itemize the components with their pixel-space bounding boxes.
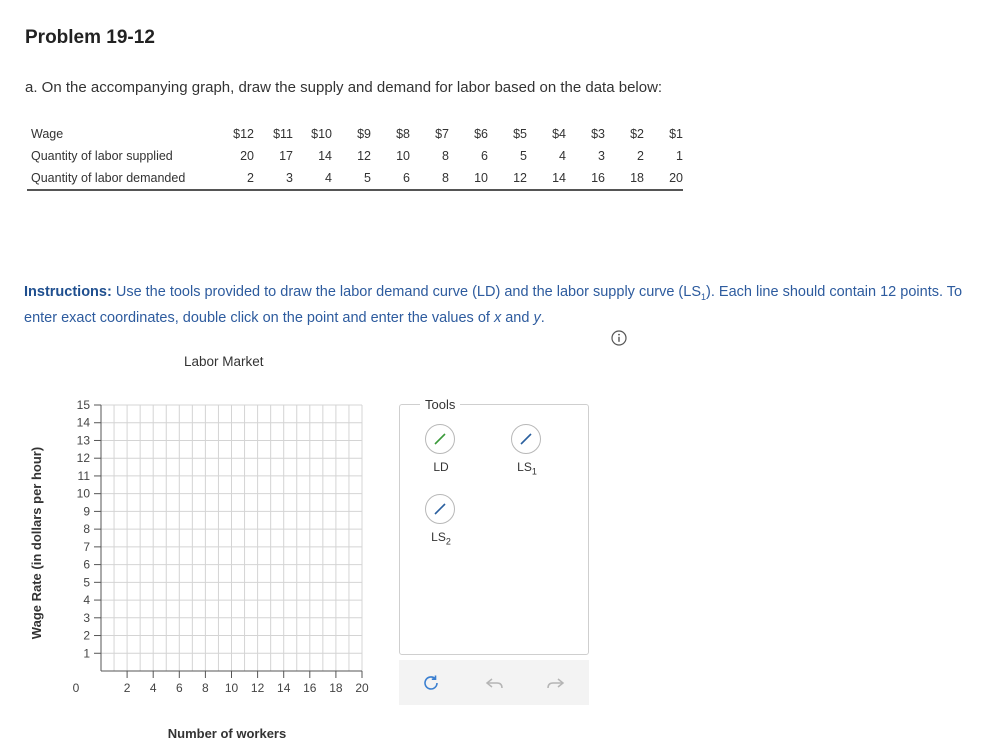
x-tick-label: 16 xyxy=(303,681,317,695)
graph-controls xyxy=(399,660,589,705)
y-axis-label: Wage Rate (in dollars per hour) xyxy=(29,446,44,640)
table-cell: $11 xyxy=(273,127,293,141)
table-cell: 17 xyxy=(279,149,293,163)
table-row xyxy=(27,167,683,190)
y-var: y xyxy=(533,309,541,326)
instructions-label: Instructions: xyxy=(24,284,112,300)
x-tick-label: 14 xyxy=(277,681,291,695)
row-label: Quantity of labor demanded xyxy=(27,167,224,190)
table-cell: 1 xyxy=(676,149,683,163)
table-cell: $3 xyxy=(591,127,605,141)
table-cell: $7 xyxy=(435,127,449,141)
table-cell: 2 xyxy=(637,149,644,163)
table-cell: $8 xyxy=(396,127,410,141)
instructions-end: . xyxy=(540,309,545,326)
table-cell: 12 xyxy=(488,167,527,190)
table-cell: $10 xyxy=(311,127,332,141)
instructions-sub: 1 xyxy=(701,291,707,302)
x-tick-label: 8 xyxy=(202,681,209,695)
table-cell: 16 xyxy=(566,167,605,190)
y-tick-label: 10 xyxy=(76,486,90,501)
table-cell: 3 xyxy=(598,149,605,163)
y-tick-label: 2 xyxy=(83,628,90,643)
table-cell: $5 xyxy=(513,127,527,141)
y-tick-label: 6 xyxy=(83,557,90,572)
line-icon xyxy=(426,495,454,523)
x-tick-label: 20 xyxy=(355,681,369,695)
data-table xyxy=(27,123,683,191)
table-cell: 8 xyxy=(442,149,449,163)
reset-icon[interactable] xyxy=(420,672,442,694)
table-row xyxy=(27,123,683,145)
undo-icon[interactable] xyxy=(484,672,506,694)
tools-label: Tools xyxy=(420,397,460,412)
x-axis-label: Number of workers xyxy=(167,726,287,741)
redo-icon[interactable] xyxy=(544,672,566,694)
ld-tool-label: LD xyxy=(433,460,449,474)
table-cell: 10 xyxy=(396,149,410,163)
ls2-tool-label: $LS_2$ xyxy=(431,530,451,547)
instructions-and: and xyxy=(501,309,534,326)
ls1-tool-label: $LS_1$ xyxy=(517,460,537,477)
problem-title: Problem 19-12 xyxy=(25,27,155,48)
table-cell: $2 xyxy=(630,127,644,141)
table-row xyxy=(27,145,683,167)
row-label: Wage xyxy=(31,127,64,141)
x-tick-label: 2 xyxy=(123,681,131,695)
table-cell: $6 xyxy=(474,127,488,141)
table-cell: 3 xyxy=(254,167,293,190)
ls2-tool-button[interactable] xyxy=(425,494,455,524)
table-cell: $12 xyxy=(233,127,254,141)
table-cell: 5 xyxy=(520,149,527,163)
x-tick-label: 4 xyxy=(149,681,157,695)
y-tick-label: 4 xyxy=(83,593,90,608)
instructions-text-1: Use the tools provided to draw the labor demand curve (LD) and the labor supply curve (LS xyxy=(111,284,701,300)
table-cell: 14 xyxy=(318,149,332,163)
table-cell: 18 xyxy=(605,167,644,190)
table-cell: 4 xyxy=(293,167,332,190)
x-tick-label: 10 xyxy=(224,681,239,695)
line-icon xyxy=(512,425,540,453)
table-cell: 6 xyxy=(481,149,488,163)
table-cell: $4 xyxy=(552,127,566,141)
table-cell: 10 xyxy=(449,167,488,190)
y-tick-label: 13 xyxy=(76,433,90,448)
table-cell: $9 xyxy=(357,127,371,141)
chart-title: Labor Market xyxy=(184,354,264,369)
table-cell: 4 xyxy=(559,149,566,163)
y-tick-label: 5 xyxy=(83,575,90,590)
instructions xyxy=(24,282,969,329)
y-tick-label: 9 xyxy=(83,504,90,519)
x-tick-label: 18 xyxy=(329,681,343,695)
row-label: Quantity of labor supplied xyxy=(31,149,173,163)
y-tick-label: 15 xyxy=(76,398,90,412)
table-cell: 2 xyxy=(224,167,254,190)
line-icon xyxy=(426,425,454,453)
info-icon[interactable] xyxy=(611,330,627,346)
table-cell: 20 xyxy=(240,149,254,163)
y-tick-label: 1 xyxy=(83,646,90,661)
question-text: a. On the accompanying graph, draw the supply and demand for labor based on the data below: xyxy=(25,79,663,96)
table-cell: 6 xyxy=(371,167,410,190)
table-cell: 8 xyxy=(410,167,449,190)
y-tick-label: 8 xyxy=(83,522,90,537)
table-cell: 5 xyxy=(332,167,371,190)
y-tick-label: 14 xyxy=(76,415,90,430)
y-tick-label: 11 xyxy=(77,468,90,483)
labor-market-chart[interactable] xyxy=(25,395,385,745)
x-tick-label: 6 xyxy=(175,681,183,695)
instructions-text-2: ). Each line should contain 12 points. To enter exact coordinates, double click on the point and enter the values of xyxy=(24,284,963,326)
table-cell: 14 xyxy=(527,167,566,190)
table-cell: 20 xyxy=(644,167,683,190)
ld-tool-button[interactable] xyxy=(425,424,455,454)
y-tick-label: 3 xyxy=(83,610,90,625)
x-var: x xyxy=(493,309,502,326)
y-tick-label: 7 xyxy=(83,539,90,554)
table-cell: 12 xyxy=(357,149,371,163)
x-tick-label: 12 xyxy=(250,681,265,695)
origin-label: 0 xyxy=(72,681,80,695)
ls1-tool-button[interactable] xyxy=(511,424,541,454)
table-cell: $1 xyxy=(669,127,683,141)
y-tick-label: 12 xyxy=(76,451,90,466)
